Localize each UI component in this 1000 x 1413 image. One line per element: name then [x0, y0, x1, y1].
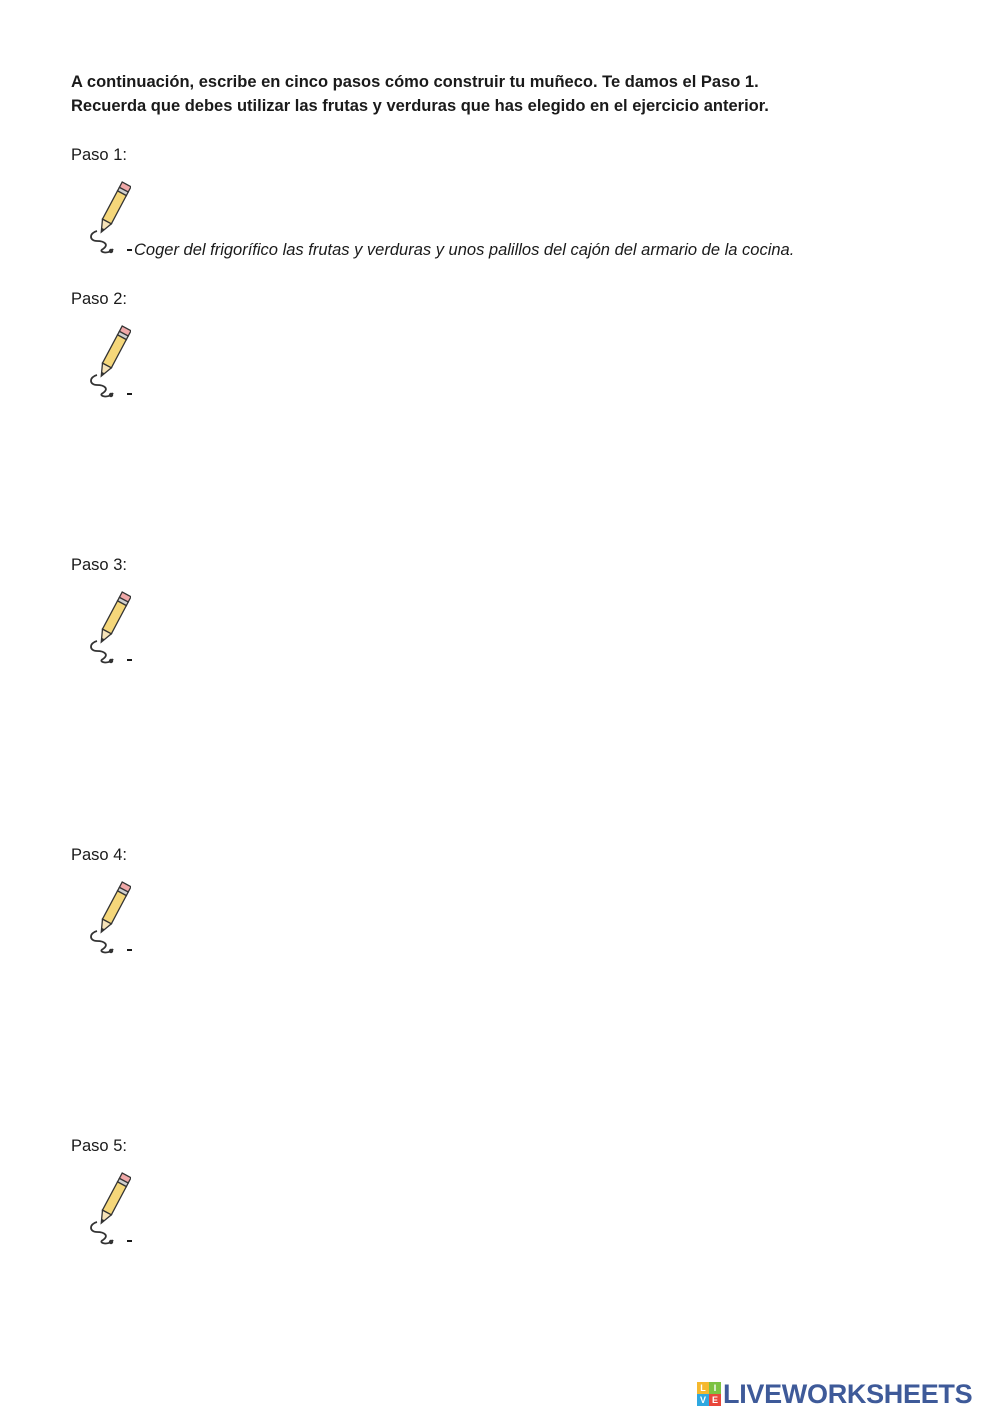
step-1	[71, 145, 951, 259]
logo-block: L	[697, 1382, 709, 1394]
logo-text: LIVEWORKSHEETS	[723, 1378, 973, 1409]
logo-block: I	[709, 1382, 721, 1394]
answer-dash[interactable]	[127, 393, 132, 395]
answer-dash[interactable]	[127, 1240, 132, 1242]
step-1-answer: Coger del frigorífico las frutas y verduras y unos palillos del cajón del armario de la cocina.	[134, 241, 795, 259]
answer-dash[interactable]	[127, 659, 132, 661]
step-label: Paso 5:	[71, 1137, 127, 1155]
step-label: Paso 4:	[71, 846, 127, 864]
logo-block: E	[709, 1394, 721, 1406]
pencil-icon	[83, 1166, 131, 1246]
liveworksheets-logo	[697, 1378, 972, 1410]
step-2	[71, 289, 951, 309]
pencil-icon	[83, 875, 131, 955]
answer-dash	[127, 249, 132, 251]
step-4	[71, 845, 951, 865]
instructions	[71, 70, 951, 118]
pencil-icon	[83, 175, 131, 255]
answer-dash[interactable]	[127, 949, 132, 951]
step-label: Paso 3:	[71, 556, 127, 574]
instructions-line-1: A continuación, escribe en cinco pasos cómo construir tu muñeco. Te damos el Paso 1.	[71, 73, 759, 91]
step-5	[71, 1136, 951, 1156]
logo-block: V	[697, 1394, 709, 1406]
pencil-icon	[83, 319, 131, 399]
step-label: Paso 1:	[71, 146, 127, 164]
instructions-line-2: Recuerda que debes utilizar las frutas y verduras que has elegido en el ejercicio anterior.	[71, 97, 769, 115]
step-label: Paso 2:	[71, 290, 127, 308]
logo-blocks	[697, 1382, 721, 1406]
pencil-icon	[83, 585, 131, 665]
step-3	[71, 555, 951, 575]
